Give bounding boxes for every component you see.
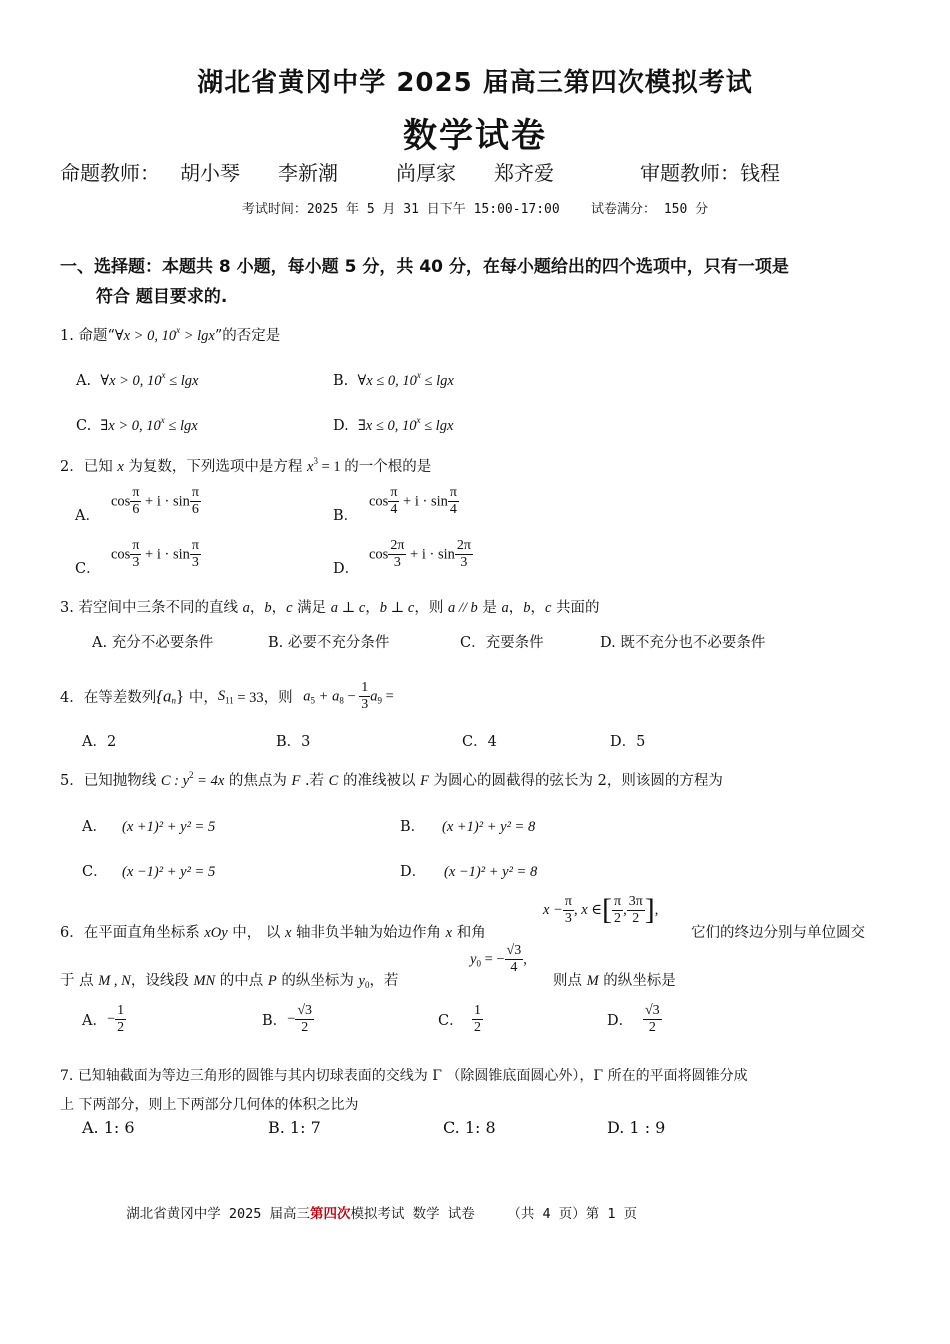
- math-expr: cos: [369, 546, 389, 563]
- question-text: = 33，则: [233, 690, 293, 706]
- footer-highlight: 第四次: [310, 1206, 351, 1222]
- question-7: [60, 1065, 748, 1085]
- option-label: D．: [400, 864, 427, 880]
- math-expr: P: [267, 973, 277, 989]
- math-expr: (x +1)² + y² = 5: [122, 819, 216, 835]
- math-expr: F: [420, 773, 429, 789]
- math-sup: x: [416, 370, 421, 380]
- option-label: B．: [262, 1013, 288, 1029]
- question-number: 1.: [60, 328, 74, 344]
- option-label: A．: [75, 507, 100, 524]
- question-6: [60, 921, 486, 942]
- option-a[interactable]: [75, 485, 201, 525]
- question-text: 中， 以: [227, 925, 286, 941]
- option-label: A.: [76, 373, 92, 389]
- condition-expression: $y_0$ = − $\frac{√3}{4}$ ,: [470, 943, 527, 975]
- frac-denominator: 2: [117, 1020, 125, 1035]
- math-expr: x: [307, 459, 314, 475]
- frac-numerator: √3: [506, 943, 522, 958]
- question-text: 和角: [452, 925, 486, 941]
- option-label: D．: [333, 560, 360, 577]
- question-text: 在等差数列: [83, 690, 157, 706]
- option-a[interactable]: A．2: [82, 734, 117, 750]
- frac-denominator: 2: [474, 1020, 481, 1035]
- math-expr: MN: [193, 973, 216, 989]
- math-expr: −: [343, 688, 360, 705]
- question-7-line2: 上 下两部分，则上下两部分几何体的体积之比为: [60, 1097, 359, 1113]
- math-expr: x: [445, 925, 453, 941]
- frac-denominator: 3: [132, 555, 140, 570]
- option-c[interactable]: C．充要条件: [460, 635, 544, 651]
- author-name: 李新潮: [278, 161, 338, 185]
- frac-numerator: π: [564, 893, 572, 909]
- frac-numerator: 2π: [390, 538, 405, 553]
- question-text: 它们的终边分别与单位圆交: [691, 925, 865, 941]
- math-expr: ≤ lgx: [165, 373, 199, 389]
- option-label: C．: [75, 560, 101, 577]
- reviewer: 审题教师：钱程: [640, 161, 780, 185]
- math-expr: = 4x: [193, 773, 225, 789]
- question-text: 命题“: [78, 328, 115, 344]
- question-text: 的中点: [215, 973, 268, 989]
- frac-denominator: 3: [393, 555, 401, 570]
- question-text: 为复数，下列选项中是方程: [123, 459, 307, 475]
- math-expr: > lgx: [180, 328, 215, 344]
- option-b[interactable]: [262, 1003, 314, 1036]
- math-expr: ≤ lgx: [164, 418, 198, 434]
- question-text: ，: [249, 600, 265, 616]
- frac-numerator: 1: [361, 680, 369, 695]
- option-c[interactable]: [75, 538, 201, 578]
- math-expr: + i · sin: [399, 493, 448, 510]
- math-expr: C: [328, 773, 339, 789]
- question-text: ，则: [414, 600, 448, 616]
- math-expr: }: [176, 686, 185, 706]
- math-expr: + i · sin: [406, 546, 455, 563]
- math-expr: x: [117, 459, 124, 475]
- question-text: 则点: [553, 973, 587, 989]
- math-expr: (x −1)² + y² = 8: [444, 864, 538, 880]
- math-expr: (x −1)² + y² = 5: [122, 864, 216, 880]
- math-sub: 8: [339, 695, 344, 706]
- math-expr: −: [287, 1011, 296, 1027]
- math-sub: 5: [310, 695, 316, 706]
- expression: [303, 680, 394, 713]
- math-expr: ≤ lgx: [420, 373, 454, 389]
- math-expr: a: [242, 600, 250, 616]
- option-label: C．: [82, 864, 108, 880]
- frac-denominator: 2: [614, 910, 622, 926]
- math-sup: x: [161, 370, 166, 380]
- frac-denominator: 4: [390, 502, 398, 517]
- option-b[interactable]: [333, 370, 454, 390]
- question-1: [60, 324, 280, 345]
- math-expr: cos: [369, 493, 389, 510]
- math-expr: + i · sin: [141, 493, 190, 510]
- math-expr: ≤ lgx: [420, 418, 454, 434]
- option-b[interactable]: B. 1: 7: [268, 1118, 321, 1137]
- math-expr: b: [523, 600, 531, 616]
- math-expr: b: [264, 600, 272, 616]
- question-number: 4．: [60, 690, 84, 706]
- question-text: ”的否定是: [214, 328, 281, 344]
- question-text: 的焦点为: [224, 773, 292, 789]
- section-heading: [60, 252, 900, 312]
- author-name: 胡小琴: [180, 161, 240, 185]
- math-expr: cos: [111, 493, 131, 510]
- option-d[interactable]: D．5: [610, 734, 646, 750]
- option-label: B．: [333, 507, 359, 524]
- question-number: 7.: [60, 1068, 74, 1084]
- option-a[interactable]: A. 1: 6: [82, 1118, 135, 1137]
- math-expr: , x ∈: [573, 902, 602, 918]
- frac-denominator: 3: [564, 910, 572, 926]
- question-text: 满足: [292, 600, 331, 616]
- question-text: ，: [530, 600, 546, 616]
- math-expr: −: [106, 1011, 116, 1027]
- question-text: ，: [271, 600, 287, 616]
- math-expr: + i · sin: [141, 546, 190, 563]
- math-sub: 11: [225, 695, 234, 706]
- question-text: 为圆心的圆截得的弦长为 2，则该圆的方程为: [428, 773, 723, 789]
- math-expr: ∀x > 0, 10: [114, 328, 177, 344]
- math-expr: C : y: [160, 773, 190, 789]
- math-expr: ∀x > 0, 10: [100, 373, 162, 389]
- option-label: B.: [333, 373, 349, 389]
- math-expr: a ⊥ c: [330, 600, 366, 616]
- frac-denominator: 6: [132, 502, 140, 517]
- question-text: 的准线被以: [338, 773, 421, 789]
- option-b[interactable]: [333, 485, 459, 525]
- question-text: ，: [365, 600, 380, 616]
- option-a[interactable]: A. 充分不必要条件: [92, 635, 214, 651]
- math-expr: = −: [480, 951, 505, 968]
- section-heading-line2: 符合 题目要求的.: [96, 287, 228, 307]
- math-sub: 0: [476, 958, 481, 969]
- math-expr: a: [370, 688, 378, 705]
- question-2: [60, 455, 431, 476]
- question-text: 已知: [83, 459, 118, 475]
- math-expr: c: [286, 600, 293, 616]
- footer-text: 湖北省黄冈中学 2025 届高三: [126, 1206, 311, 1222]
- frac-denominator: 2: [301, 1020, 309, 1035]
- question-text: 已知轴截面为等边三角形的圆锥与其内切球表面的交线为 Γ （除圆锥底面圆心外），Γ 所在的平面将圆锥分成: [77, 1068, 748, 1084]
- question-text: 共面的: [551, 600, 600, 616]
- frac-numerator: π: [449, 485, 457, 500]
- frac-denominator: 4: [510, 960, 518, 975]
- math-sub: 9: [377, 695, 383, 706]
- math-sup: x: [416, 415, 421, 425]
- math-expr: cos: [111, 546, 131, 563]
- math-expr: M , N: [98, 973, 131, 989]
- exam-title: 湖北省黄冈中学 2025 届高三第四次模拟考试: [197, 68, 753, 98]
- math-sub: 0: [364, 980, 370, 990]
- math-expr: y: [470, 951, 477, 968]
- question-4: [60, 680, 394, 713]
- frac-numerator: √3: [645, 1003, 660, 1018]
- option-c[interactable]: [76, 415, 198, 435]
- frac-numerator: √3: [297, 1003, 313, 1018]
- frac-denominator: 2: [648, 1020, 656, 1035]
- question-text: ，设线段: [130, 973, 194, 989]
- section-heading-line1: 一、选择题：本题共 8 小题，每小题 5 分，共 40 分，在每小题给出的四个选项中，只有一项是: [60, 257, 789, 277]
- author-name: 郑齐爱: [494, 161, 554, 185]
- math-expr: a: [303, 688, 311, 705]
- frac-denominator: 3: [361, 697, 369, 712]
- frac-denominator: 4: [449, 502, 457, 517]
- question-number: 5．: [60, 773, 84, 789]
- option-label: A．: [82, 819, 107, 835]
- math-expr: ∃x ≤ 0, 10: [357, 418, 417, 434]
- math-sup: x: [176, 325, 181, 335]
- frac-denominator: 3: [460, 555, 468, 570]
- math-expr: x −: [543, 902, 563, 918]
- frac-numerator: 1: [117, 1003, 125, 1018]
- math-expr: {a: [156, 686, 172, 706]
- footer-text: 模拟考试 数学 试卷 （共 4 页）第 1 页: [350, 1206, 638, 1222]
- authors-line: [60, 157, 860, 185]
- option-c[interactable]: C．4: [462, 734, 497, 750]
- math-expr: a // b: [447, 600, 478, 616]
- question-text: 若空间中三条不同的直线: [78, 600, 243, 616]
- question-6-line2-end: [553, 969, 676, 990]
- question-text: 中，: [184, 690, 218, 706]
- math-expr: a: [501, 600, 509, 616]
- option-label: D.: [333, 418, 349, 434]
- frac-numerator: 1: [474, 1003, 481, 1018]
- option-c[interactable]: C. 1: 8: [443, 1118, 496, 1137]
- bracket-right: ]: [644, 893, 655, 926]
- math-expr: c: [545, 600, 552, 616]
- question-text: ，若: [369, 973, 399, 989]
- option-b[interactable]: B. 必要不充分条件: [268, 635, 390, 651]
- option-a[interactable]: [82, 815, 215, 836]
- option-label: D．: [607, 1013, 634, 1029]
- option-b[interactable]: B．3: [276, 734, 311, 750]
- math-expr: (x +1)² + y² = 8: [442, 819, 536, 835]
- question-number: 3.: [60, 600, 74, 616]
- question-number: 2．: [60, 459, 84, 475]
- frac-numerator: π: [132, 485, 140, 500]
- math-expr: S: [217, 688, 226, 704]
- option-label: C.: [76, 418, 92, 434]
- paper-subject-title: 数学试卷: [403, 116, 547, 156]
- authors-label: 命题教师：: [60, 161, 160, 185]
- math-sup: x: [160, 415, 165, 425]
- question-text: 在平面直角坐标系: [83, 925, 205, 941]
- question-text: 的纵坐标是: [598, 973, 676, 989]
- frac-numerator: π: [191, 538, 199, 553]
- math-expr: + a: [315, 688, 340, 705]
- math-expr: xOy: [204, 925, 228, 941]
- option-label: C．: [438, 1013, 464, 1029]
- question-text: 的纵坐标为: [276, 973, 359, 989]
- math-expr: ∀x ≤ 0, 10: [357, 373, 417, 389]
- page-footer: [110, 1186, 637, 1222]
- option-b[interactable]: [400, 815, 535, 836]
- option-d[interactable]: D. 1 : 9: [607, 1118, 666, 1137]
- question-text: ，: [508, 600, 524, 616]
- frac-numerator: π: [132, 538, 140, 553]
- option-d[interactable]: [333, 538, 473, 578]
- math-expr: b ⊥ c: [379, 600, 415, 616]
- question-text: 已知抛物线: [83, 773, 161, 789]
- option-d[interactable]: D. 既不充分也不必要条件: [600, 635, 766, 651]
- math-sup: 2: [189, 770, 194, 780]
- question-text: 轴非负半轴为始边作角: [291, 925, 446, 941]
- frac-numerator: 2π: [456, 538, 471, 553]
- question-text: .若: [300, 773, 329, 789]
- question-number: 6．: [60, 925, 84, 941]
- math-expr: x: [285, 925, 292, 941]
- option-label: B．: [400, 819, 426, 835]
- question-5: [60, 769, 723, 790]
- option-d[interactable]: [333, 415, 453, 435]
- frac-denominator: 6: [191, 502, 199, 517]
- option-c[interactable]: [82, 860, 215, 881]
- question-3: [60, 596, 600, 617]
- angle-expression: x − $\frac{\pi}{3}$ , x ∈[ $\frac{\pi}{2}$ , $\frac{3\pi}{2}$ ],: [543, 893, 659, 926]
- math-expr: M: [586, 973, 599, 989]
- frac-numerator: π: [191, 485, 199, 500]
- frac-denominator: 2: [632, 910, 640, 926]
- option-d[interactable]: [607, 1003, 662, 1036]
- question-text: 于 点: [60, 973, 99, 989]
- math-sup: 3: [313, 456, 318, 466]
- math-sub: n: [171, 695, 177, 706]
- math-expr: F: [291, 773, 301, 789]
- frac-numerator: 3π: [628, 893, 643, 909]
- question-6-line2: [60, 969, 398, 990]
- option-d[interactable]: [400, 860, 537, 881]
- math-expr: y: [358, 973, 365, 989]
- question-text: = 1 的一个根的是: [317, 459, 432, 475]
- frac-denominator: 3: [191, 555, 199, 570]
- option-label: A．: [82, 1013, 107, 1029]
- exam-info: 考试时间：2025 年 5 月 31 日下午 15:00-17:00 试卷满分： 150 分: [241, 202, 709, 217]
- math-expr: ∃x > 0, 10: [100, 418, 161, 434]
- math-expr: =: [382, 688, 394, 705]
- question-text: 是: [477, 600, 502, 616]
- option-c[interactable]: [438, 1003, 483, 1036]
- frac-numerator: π: [613, 893, 622, 909]
- bracket-left: [: [601, 893, 612, 926]
- option-a[interactable]: [82, 1003, 126, 1036]
- frac-numerator: π: [390, 485, 398, 500]
- option-a[interactable]: [76, 370, 198, 390]
- author-name: 尚厚家: [396, 161, 456, 185]
